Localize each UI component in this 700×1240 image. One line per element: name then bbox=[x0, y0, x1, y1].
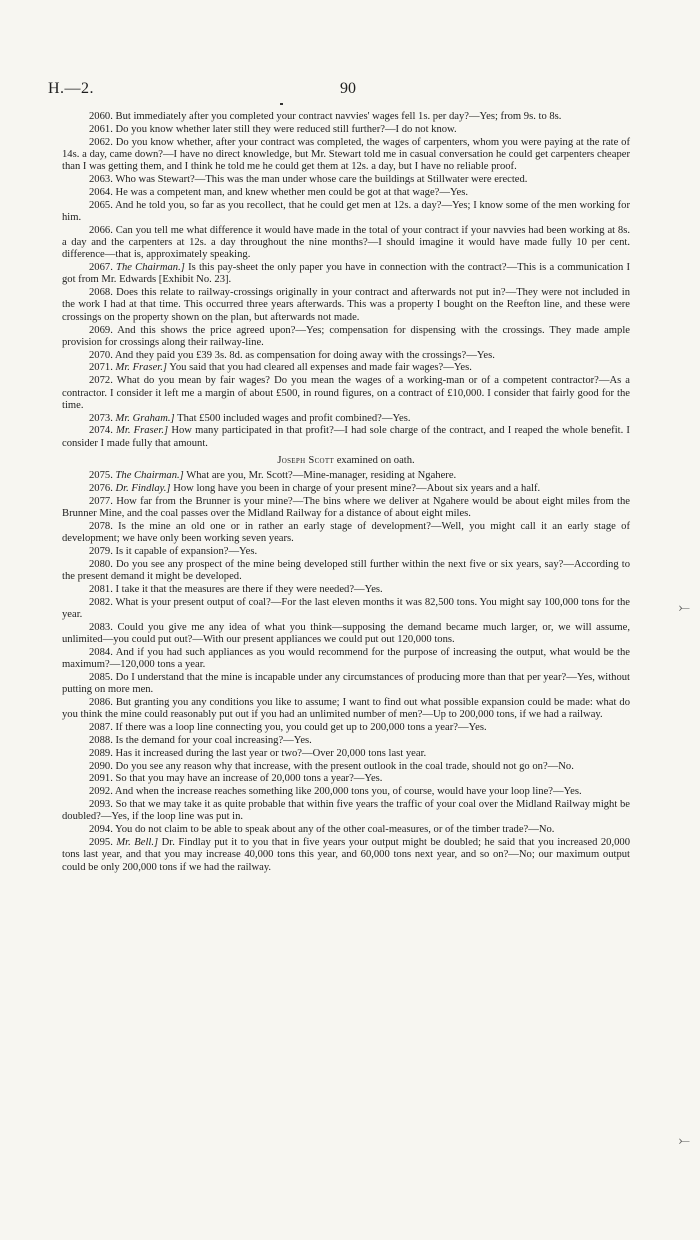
testimony-text: And this shows the price agreed upon?—Yes; compensation for dispensing with the crossings. They made ample provision for crossings along their railway-line. bbox=[62, 324, 630, 348]
speaker-label: Mr. Graham.] bbox=[115, 412, 175, 424]
testimony-text: You said that you had cleared all expenses and made fair wages?—Yes. bbox=[169, 362, 472, 374]
question-number: 2084. bbox=[89, 646, 113, 658]
testimony-paragraph bbox=[62, 722, 630, 734]
question-number: 2073. bbox=[89, 412, 113, 424]
question-number: 2093. bbox=[89, 799, 113, 811]
question-number: 2060. bbox=[89, 111, 113, 122]
testimony-text: Does this relate to railway-crossings originally in your contract and afterwards not put in?—They were not included in the work I had at that time. This occurred three years afterwards. This was a property I bought on the Reefton line, and these were crossings on the property shown on the plan, but afterwards not made. bbox=[62, 287, 631, 323]
testimony-text: Dr. Findlay put it to you that in five years your output might be doubled; he said that you increased 20,000 tons last year, and that you may increase 40,000 tons this year, and 60,000 tons next year, and so on?—No; our maximum output could be only 200,000 tons if we had the railway. bbox=[62, 836, 631, 873]
witness-name: Joseph Scott bbox=[277, 455, 335, 467]
testimony-paragraph bbox=[62, 622, 630, 647]
question-number: 2063. bbox=[89, 173, 113, 185]
testimony-text: Do you know whether later still they were reduced still further?—I do not know. bbox=[115, 123, 457, 135]
testimony-text: Is it capable of expansion?—Yes. bbox=[115, 546, 258, 558]
testimony-paragraph bbox=[62, 597, 630, 622]
testimony-paragraph bbox=[62, 470, 630, 482]
testimony-paragraph bbox=[62, 748, 630, 760]
testimony-text: He was a competent man, and knew whether men could be got at that wage?—Yes. bbox=[115, 186, 469, 198]
question-number: 2089. bbox=[89, 747, 113, 759]
testimony-text: Who was Stewart?—This was the man under whose care the buildings at Stillwater were erected. bbox=[115, 173, 528, 185]
testimony-paragraph bbox=[62, 824, 630, 836]
speaker-label: The Chairman.] bbox=[115, 470, 184, 482]
speaker-label: The Chairman.] bbox=[116, 262, 185, 274]
testimony-paragraph bbox=[62, 672, 630, 697]
testimony-text: What are you, Mr. Scott?—Mine-manager, residing at Ngahere. bbox=[186, 470, 457, 482]
question-number: 2094. bbox=[89, 824, 113, 836]
testimony-text: If there was a loop line connecting you, you could get up to 200,000 tons a year?—Yes. bbox=[115, 722, 487, 734]
testimony-text: You do not claim to be able to speak about any of the other coal-measures, or of the timber trade?—No. bbox=[115, 824, 555, 836]
speaker-label: Mr. Fraser.] bbox=[115, 362, 168, 374]
page-number: 90 bbox=[340, 80, 356, 97]
printer-mark bbox=[280, 103, 283, 105]
question-number: 2082. bbox=[89, 596, 113, 608]
testimony-text: How far from the Brunner is your mine?—The bins where we deliver at Ngahere would be about eight miles from the Brunner Mine, and the coal passes over the Midland Railway for a distance of about eight miles. bbox=[62, 495, 630, 520]
testimony-paragraph bbox=[62, 362, 630, 374]
question-number: 2086. bbox=[89, 697, 113, 709]
testimony-text: What is your present output of coal?—For the last eleven months it was 82,500 tons. You might say 100,000 tons for the year. bbox=[62, 596, 630, 621]
testimony-text: How long have you been in charge of your present mine?—About six years and a half. bbox=[173, 483, 541, 495]
document-reference: H.—2. bbox=[48, 80, 95, 97]
witness-heading bbox=[62, 455, 630, 467]
testimony-text: So that you may have an increase of 20,000 tons a year?—Yes. bbox=[115, 773, 383, 785]
question-number: 2065. bbox=[89, 199, 113, 211]
question-number: 2078. bbox=[89, 521, 113, 532]
question-number: 2091. bbox=[89, 773, 113, 785]
testimony-text: But immediately after you completed your contract navvies' wages fell 1s. per day?—Yes; from 9s. to 8s. bbox=[115, 111, 562, 122]
testimony-paragraph bbox=[62, 137, 630, 174]
testimony-text: Do I understand that the mine is incapable under any circumstances of producing more than that per year?—Yes, without putting on more men. bbox=[62, 672, 630, 696]
testimony-text: So that we may take it as quite probable that within five years the traffic of your coal over the Midland Railway might be doubled?—Yes, if the loop line was put in. bbox=[62, 799, 630, 823]
testimony-text: Has it increased during the last year or two?—Over 20,000 tons last year. bbox=[115, 747, 427, 759]
speaker-label: Mr. Fraser.] bbox=[116, 425, 169, 437]
testimony-text: Is this pay-sheet the only paper you have in connection with the contract?—This is a communication I got from Mr. Edwards [Exhibit No. 23]. bbox=[62, 262, 630, 286]
testimony-paragraph bbox=[62, 735, 630, 747]
testimony-paragraph bbox=[62, 647, 630, 672]
question-number: 2062. bbox=[89, 136, 113, 148]
testimony-text: Do you know whether, after your contract was completed, the wages of carpenters, whom you were paying at the rate of 14s. a day, came down?—I have no direct knowledge, but Mr. Stewart told me in casual conversation he could get carpenters cheaper than I was getting them, and I think he told me he could get them at 12s. a day, but I have no reliable proof. bbox=[62, 136, 630, 173]
testimony-text: How many participated in that profit?—I had sole charge of the contract, and I reaped the whole benefit. I consider I made fully that amount. bbox=[62, 425, 630, 449]
testimony-text: Is the mine an old one or in rather an early stage of development?—Well, you might call it an early stage of development; we have only been working seven years. bbox=[62, 521, 630, 545]
page-header bbox=[48, 80, 640, 102]
question-number: 2083. bbox=[89, 621, 113, 633]
question-number: 2095. bbox=[89, 836, 113, 848]
testimony-text: But granting you any conditions you like to assume; I want to find out what possible expansion could be made: what do you think the mine could reasonably put out if you had an unlimited number of men?—Up to 200,000 tons, if we had a railway. bbox=[62, 697, 630, 721]
testimony-paragraph bbox=[62, 761, 630, 773]
testimony-paragraph bbox=[62, 375, 630, 412]
testimony-paragraph bbox=[62, 496, 630, 521]
testimony-paragraph bbox=[62, 546, 630, 558]
testimony-text: Can you tell me what difference it would have made in the total of your contract if your navvies had been working at 8s. a day and the carpenters at 12s. a day throughout the nine months?—I should imagine it would have made fully 10 per cent. difference—that is, approximately speaking. bbox=[62, 224, 630, 261]
question-number: 2066. bbox=[89, 224, 113, 236]
testimony-text: Do you see any reason why that increase, with the present outlook in the coal trade, should not go on?—No. bbox=[115, 760, 574, 772]
question-number: 2067. bbox=[89, 262, 113, 274]
speaker-label: Dr. Findlay.] bbox=[115, 483, 171, 495]
testimony-paragraph bbox=[62, 584, 630, 596]
question-number: 2064. bbox=[89, 186, 113, 198]
testimony-paragraph bbox=[62, 521, 630, 546]
margin-mark-icon: ⤚ bbox=[678, 1133, 690, 1149]
question-number: 2068. bbox=[89, 287, 113, 299]
question-number: 2072. bbox=[89, 375, 113, 387]
testimony-paragraph bbox=[62, 200, 630, 225]
testimony-paragraph bbox=[62, 559, 630, 584]
question-number: 2079. bbox=[89, 546, 113, 558]
document-body bbox=[62, 111, 630, 874]
testimony-section-2 bbox=[62, 470, 630, 874]
testimony-paragraph bbox=[62, 799, 630, 824]
testimony-paragraph bbox=[62, 837, 630, 874]
testimony-paragraph bbox=[62, 350, 630, 362]
question-number: 2069. bbox=[89, 324, 113, 336]
question-number: 2075. bbox=[89, 470, 113, 482]
testimony-paragraph bbox=[62, 124, 630, 136]
testimony-paragraph bbox=[62, 287, 630, 324]
question-number: 2077. bbox=[89, 495, 113, 507]
testimony-text: Is the demand for your coal increasing?—Yes. bbox=[115, 735, 312, 747]
witness-heading-rest: examined on oath. bbox=[336, 455, 415, 467]
testimony-paragraph bbox=[62, 174, 630, 186]
question-number: 2092. bbox=[89, 786, 113, 798]
margin-mark-icon: ⤚ bbox=[678, 600, 690, 616]
question-number: 2088. bbox=[89, 735, 113, 747]
question-number: 2085. bbox=[89, 672, 113, 684]
testimony-paragraph bbox=[62, 187, 630, 199]
question-number: 2090. bbox=[89, 760, 113, 772]
testimony-text: And if you had such appliances as you would recommend for the purpose of increasing the output, what would be the maximum?—120,000 tons a year. bbox=[62, 646, 630, 671]
question-number: 2061. bbox=[89, 123, 113, 135]
testimony-paragraph bbox=[62, 413, 630, 425]
testimony-text: Do you see any prospect of the mine being developed still further within the next five or six years, say?—According to the present demand it might be developed. bbox=[62, 558, 630, 583]
testimony-paragraph bbox=[62, 225, 630, 262]
testimony-text: And when the increase reaches something like 200,000 tons you, of course, would have your loop line?—Yes. bbox=[114, 786, 582, 798]
testimony-text: That £500 included wages and profit combined?—Yes. bbox=[177, 412, 411, 424]
testimony-paragraph bbox=[62, 425, 630, 450]
question-number: 2087. bbox=[89, 722, 113, 734]
testimony-paragraph bbox=[62, 786, 630, 798]
question-number: 2070. bbox=[89, 349, 113, 361]
testimony-paragraph bbox=[62, 773, 630, 785]
question-number: 2076. bbox=[89, 483, 113, 495]
testimony-text: And they paid you £39 3s. 8d. as compensation for doing away with the crossings?—Yes. bbox=[114, 349, 495, 361]
testimony-text: And he told you, so far as you recollect, that he could get men at 12s. a day?—Yes; I know some of the men working for him. bbox=[62, 199, 630, 223]
question-number: 2074. bbox=[89, 425, 113, 437]
question-number: 2071. bbox=[89, 362, 113, 374]
testimony-paragraph bbox=[62, 325, 630, 350]
testimony-paragraph bbox=[62, 697, 630, 722]
question-number: 2081. bbox=[89, 583, 113, 595]
testimony-text: I take it that the measures are there if they were needed?—Yes. bbox=[115, 583, 383, 595]
question-number: 2080. bbox=[89, 558, 113, 570]
testimony-text: What do you mean by fair wages? Do you mean the wages of a working-man or of a competent contractor?—As a contractor. I consider it left me a margin of about £500, in round figures, on a contract of £10,000. I consider that fairly good for the time. bbox=[62, 375, 630, 411]
testimony-text: Could you give me any idea of what you think—supposing the demand became much larger, or, we will assume, unlimited—you could put out?—With our present appliances we could put out 120,000 tons. bbox=[62, 621, 630, 646]
testimony-paragraph bbox=[62, 483, 630, 495]
testimony-paragraph bbox=[62, 262, 630, 287]
testimony-section-1 bbox=[62, 111, 630, 450]
speaker-label: Mr. Bell.] bbox=[116, 836, 159, 848]
testimony-paragraph bbox=[62, 111, 630, 123]
